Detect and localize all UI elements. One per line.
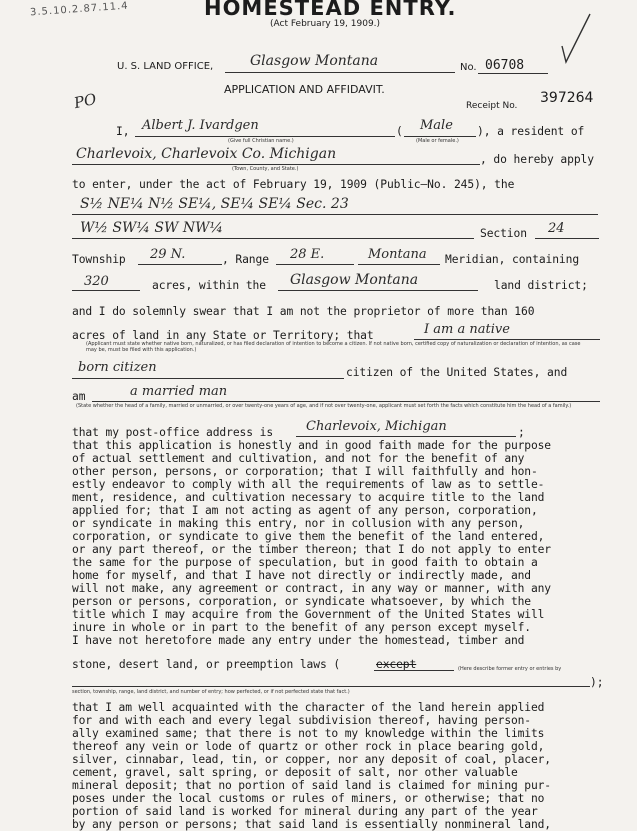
sex-caption: (Male or female.) [416, 138, 459, 144]
body-line: or any part thereof, or the timber thereon; that I do not apply to enter [72, 543, 551, 556]
body-line: thereof any vein or lode of quartz or other rock in place bearing gold, [72, 740, 545, 753]
citizen-value-2: born citizen [78, 360, 157, 375]
body-line: or syndicate in making this entry, nor in collusion with any person, [72, 517, 525, 530]
body-line: home for myself, and that I have not directly or indirectly made, and [72, 569, 531, 582]
resident-text: ), a resident of [477, 125, 585, 138]
act-line: to enter, under the act of February 19, 1909 (Public—No. 245), the [72, 178, 515, 191]
apply-text: , do hereby apply [480, 153, 594, 166]
township-value: 29 N. [150, 247, 186, 262]
body-line: ally examined same; that there is not to my knowledge within the limits [72, 727, 545, 740]
status-caption: (State whether the head of a family, married or unmarried, or over twenty-one years of age, and if not over twenty-one, applicant must set forth the facts which constitute him the head of a family.) [76, 403, 572, 409]
body-line: of actual settlement and cultivation, and not for the benefit of any [72, 452, 525, 465]
applicant-sex: Male [420, 118, 453, 133]
body-line: by any person or persons; that said land is essentially nonmineral land, [72, 818, 551, 831]
body-line: title which I may acquire from the Government of the United States will [72, 608, 545, 621]
body-line: I have not heretofore made any entry under the homestead, timber and [72, 634, 525, 647]
receipt-value: 397264 [540, 90, 594, 106]
name-caption: (Give full Christian name.) [228, 138, 294, 144]
citizen-value-1: I am a native [424, 322, 510, 337]
body-line: the same for the purpose of speculation, but in good faith to obtain a [72, 556, 538, 569]
residence-caption: (Town, County, and State.) [232, 166, 299, 172]
body-line: other person, persons, or corporation; that I will faithfully and hon- [72, 465, 538, 478]
i-label: I, [116, 125, 130, 138]
body-line: silver, cinnabar, lead, tin, or copper, nor any deposit of coal, placer, [72, 753, 551, 766]
margin-note: PO [72, 89, 99, 113]
meridian-text: Meridian, containing [445, 253, 580, 266]
range-value: 28 E. [290, 247, 325, 262]
body-line: person or persons, corporation, or syndicate whatsoever, by which the [72, 595, 531, 608]
acres-text: acres, within the [152, 279, 266, 292]
body-line: ment, residence, and cultivation necessary to acquire title to the land [72, 491, 545, 504]
section-caption: section, township, range, land district, and number of entry; how perfected, or if not perfected state that fact.) [72, 689, 350, 695]
body-line: inure in whole or in part to the benefit of any person except myself. [72, 621, 531, 634]
residence-value: Charlevoix, Charlevoix Co. Michigan [76, 146, 337, 162]
acres-value: 320 [84, 274, 109, 289]
land-description-2: W½ SW¼ SW NW¼ [80, 220, 224, 236]
body-line: that I am well acquainted with the character of the land herein applied [72, 701, 545, 714]
receipt-label: Receipt No. [466, 101, 518, 111]
section-value: 24 [548, 221, 565, 236]
form-title: HOMESTEAD ENTRY. [204, 0, 457, 20]
township-label: Township [72, 253, 126, 266]
act-subtitle: (Act February 19, 1909.) [270, 19, 381, 29]
postoffice-semicolon: ; [518, 426, 525, 439]
body-line: will not make, any agreement or contract, in any way or manner, with any [72, 582, 551, 595]
entry-no-label: No. [460, 62, 477, 73]
stone-text: stone, desert land, or preemption laws ( [72, 658, 341, 671]
district-value: Glasgow Montana [290, 272, 419, 288]
acres-state-text: acres of land in any State or Territory; that [72, 329, 374, 342]
form-subtitle: APPLICATION AND AFFIDAVIT. [224, 83, 385, 96]
citizen-caption: (Applicant must state whether native born, naturalized, or has filed declaration of intention to become a citizen. If not native born, certified copy of naturalization or declaration of intention, as case may be, must be filed with this application.) [86, 341, 581, 353]
postoffice-value: Charlevoix, Michigan [306, 419, 447, 434]
land-office-value: Glasgow Montana [250, 53, 379, 69]
body-line: for and with each and every legal subdivision thereof, having person- [72, 714, 531, 727]
section-label: Section [480, 227, 527, 240]
land-office-label: U. S. LAND OFFICE, [117, 61, 214, 72]
meridian-value: Montana [368, 247, 427, 262]
body-line: cement, gravel, salt spring, or deposit of salt, nor other valuable [72, 766, 518, 779]
body-line: corporation, or syndicate to give them the benefit of the land entered, [72, 530, 545, 543]
swear-line: and I do solemnly swear that I am not the proprietor of more than 160 [72, 305, 535, 318]
body-line: portion of said land is worked for mineral during any part of the year [72, 805, 538, 818]
body-line: estly endeavor to comply with all the requirements of law as to settle- [72, 478, 545, 491]
former-entry-caption: (Here describe former entry or entries by [458, 666, 562, 672]
body-line: that this application is honestly and in good faith made for the purpose [72, 439, 551, 452]
district-text: land district; [494, 279, 588, 292]
applicant-name: Albert J. Ivardgen [142, 118, 259, 133]
except-value: except [376, 658, 417, 671]
end-paren: ); [590, 676, 604, 689]
status-value: a married man [130, 384, 228, 399]
land-description-1: S½ NE¼ N½ SE¼, SE¼ SE¼ Sec. 23 [80, 196, 349, 212]
body-line: mineral deposit; that no portion of said land is claimed for mining pur- [72, 779, 551, 792]
check-mark-icon [556, 10, 596, 70]
citizen-text: citizen of the United States, and [346, 366, 568, 379]
file-stamp: 3.5.10.2.87.11.4 [29, 0, 129, 19]
entry-no-value: 06708 [485, 58, 525, 73]
range-label: , Range [222, 253, 269, 266]
am-label: am [72, 390, 86, 403]
body-line: applied for; that I am not acting as agent of any person, corporation, [72, 504, 538, 517]
postoffice-text: that my post-office address is [72, 426, 274, 439]
body-line: poses under the local customs or rules of miners, or otherwise; that no [72, 792, 545, 805]
